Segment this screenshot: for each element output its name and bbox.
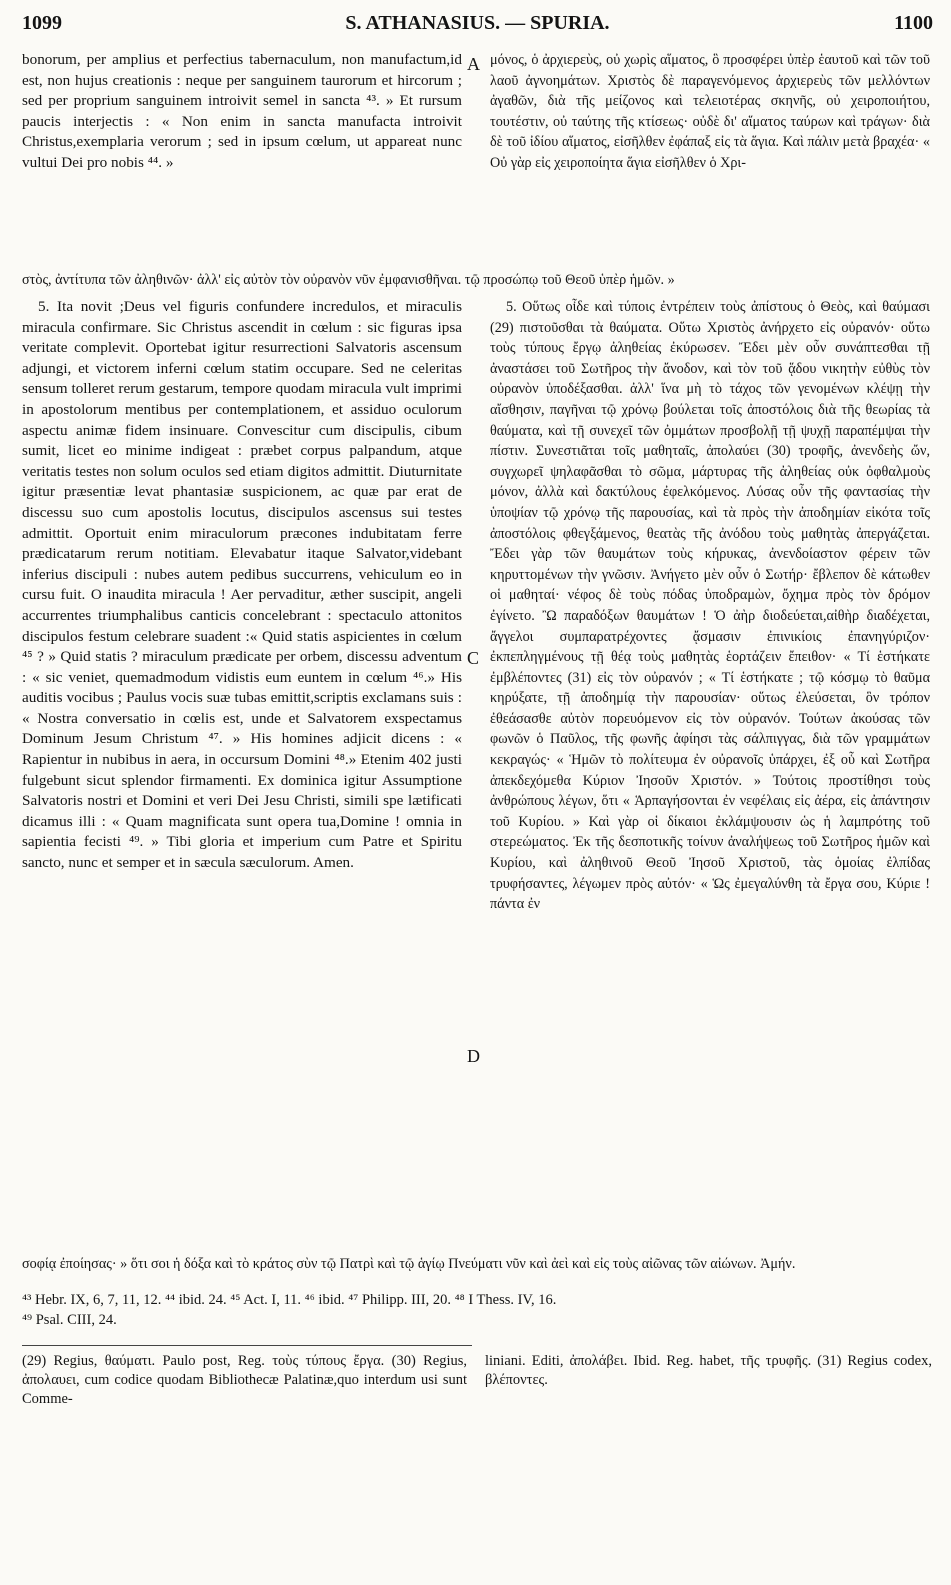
greek-continuation-top: στὸς, ἀντίτυπα τῶν ἀληθινῶν· ἀλλ' εἰς αὐτὸν τὸν οὐρανὸν νῦν ἐμφανισθῆναι. τῷ προσώπῳ τοῦ Θεοῦ ὑπὲρ ἡμῶν. » [22,272,675,289]
latin-column-top [22,50,462,174]
footnote-rule [22,1345,472,1346]
greek-column-main [490,297,930,915]
running-title: S. ATHANASIUS. — SPURIA. [345,12,610,34]
scripture-references [22,1290,932,1330]
greek-paragraph-top: μόνος, ὁ ἀρχιερεὺς, οὐ χωρὶς αἵματος, ὃ προσφέρει ὑπὲρ ἑαυτοῦ καὶ τῶν τοῦ λαοῦ ἀγνοημάτων. Χριστὸς δὲ παραγενόμενος ἀρχιερεὺς τῶν μελλόντων ἀγαθῶν, διὰ τῆς μείζονος καὶ τελειοτέρας σκηνῆς, οὐ χειροποιήτου, τουτέστιν, οὐ ταύτης τῆς κτίσεως· οὐδὲ δι' αἵματος ταύρων καὶ τράγων· διὰ δὲ τοῦ ἰδίου αἵματος, εἰσῆλθεν ἐφάπαξ εἰς τὰ ἅγια. Καὶ πάλιν μετὰ βραχέα· « Οὐ γὰρ εἰς χειροποίητα ἅγια εἰσῆλθεν ὁ Χρι- [490,52,930,171]
footnotes-right: liniani. Editi, ἀπολάβει. Ibid. Reg. habet, τῆς τρυφῆς. (31) Regius codex, βλέποντες. [485,1353,932,1388]
section-marker-a: A [467,54,480,74]
greek-paragraph-5: 5. Οὕτως οἶδε καὶ τύποις ἐντρέπειν τοὺς ἀπίστους ὁ Θεὸς, καὶ θαύμασι (29) πιστοῦσθαι τὰ θαύματα. Οὕτω Χριστὸς ἀνήρχετο εἰς οὐρανόν· οὕτω τοὺς τύπους ἔργῳ ἀληθείας ἐκύρωσεν. Ἔδει μὲν οὖν συνάπτεσθαι τῇ ἀναστάσει τοῦ Σωτῆρος τὴν ἄνοδον, καὶ τὸν τοῦ ᾅδου νικητὴν εὐθὺς τὸν οὐρανὸν ὑποδέξασθαι. ἀλλ' ἵνα μὴ τὸ τάχος τῶν γενομένων κλέψῃ τὴν αἴσθησιν, παγῆναι τῷ χρόνῳ βούλεται τοῖς ἀποστόλοις διὰ τῆς θεωρίας τὰ θαύματα, καὶ τῇ συνεχεῖ τῶν ὀμμάτων προσβολῇ τῇ ψυχῇ παραπέμψαι τὴν πίστιν. Συνεστιᾶται τοῖς μαθηταῖς, ἀπολαύει (30) τροφῆς, ἀνενδεὴς ὤν, συγχωρεῖ ψηλαφᾶσθαι τὸ σῶμα, μάρτυρας τῆς ἀληθείας οὐκ ὀφθαλμοὺς μόνον, ἀλλὰ καὶ δακτύλους ἐφελκόμενος. Λύσας οὖν τῆς φαντασίας τὴν ὑποψίαν τῷ χρόνῳ τῆς παρουσίας, καὶ τὰ πρὸς τὴν ἀποδημίαν εἰκότα τοῖς ἀποστόλοις φθεγξάμενος, θεατὰς τῆς ἀνόδου τοὺς μαθητὰς ἀπεργάζεται. Ἔδει γὰρ τῶν θαυμάτων τοὺς κήρυκας, ἀνενδοίαστον φέρειν τῶν κηρυττομένων τὴν γνῶσιν. Ἀνήγετο μὲν οὖν ὁ Σωτήρ· ἔβλεπον δὲ κάτωθεν οἱ μαθηταί· νέφος δὲ τοὺς πόδας ὑποδραμὼν, ὄχημα πρὸς τὸν δρόμον ἐγίνετο. Ὢ παραδόξων θαυμάτων ! Ὁ ἀὴρ διοδεύεται,αἰθὴρ διαδέχεται, ἄγγελοι συμπαρατρέχοντες ᾄσμασιν ἐπινικίοις ἐπανηγύριζον· ἐκπεπληγμένους τῇ θέᾳ τοὺς μαθητὰς ἑορτάζειν ἔπειθον· « Τί ἑστήκατε ἐμβλέποντες (31) εἰς τὸν οὐρανόν ; « Τί ἑστήκατε ; τῷ κόσμῳ τὸ θαῦμα κηρύξατε, τῇ ἀποδημίᾳ τὴν παρουσίαν· οὕτως ἐλεύσεται, ὃν τρόπον ἐθεάσασθε αὐτὸν πορευόμενον εἰς τὸν οὐρανόν. Τούτων ἀκούσας τῶν φωνῶν ὁ Παῦλος, τῆς φωνῆς ἀφίησι τὰς σάλπιγγας, διὰ τῶν γραμμάτων κεκραγώς· « Ἡμῶν τὸ πολίτευμα ἐν οὐρανοῖς ὑπάρχει, ἐξ οὗ καὶ Σωτῆρα ἀπεκδεχόμεθα Κύριον Ἰησοῦν Χριστόν. » Τούτοις προστίθησι τοὺς ἀνθρώπους λέγων, ὅτι « Ἁρπαγήσονται ἐν νεφέλαις εἰς ἀέρα, εἰς ἀπάντησιν τοῦ Κυρίου. » Καὶ γὰρ οἱ δίκαιοι ἐκλάμψουσιν ὡς ἡ λαμπρότης τοῦ στερεώματος. Ἐκ τῆς δεσποτικῆς τοίνυν ἀναλήψεως τοῦ Σωτῆρος ἡμῶν καὶ Κυρίου, καὶ ἀληθινοῦ Θεοῦ Ἰησοῦ Χριστοῦ, τὰς ὁμοίας ἐλπίδας τρυφήσαντες, λέγωμεν πρὸς αὐτόν· « Ὡς ἐμεγαλύνθη τὰ ἔργα σου, Κύριε ! πάντα ἐν [490,299,930,913]
page-number-right: 1100 [894,12,933,34]
latin-paragraph-top: bonorum, per amplius et perfectius tabernaculum, non manufactum,id est, non hujus creationis : neque per sanguinem taurorum et hircorum ; sed per proprium sanguinem introivit semel in sancta ⁴³. » Et rursum paucis interjectis : « Non enim in sancta manufacta introivit Christus,exemplaria verorum ; sed in ipsum cœlum, ut appareat nunc vultui Dei pro nobis ⁴⁴. » [22,51,462,171]
greek-column-top [490,50,930,174]
latin-paragraph-5: 5. Ita novit ;Deus vel figuris confundere incredulos, et miraculis miracula confirmare. Sic Christus ascendit in cœlum : sic figuras ipsa veritate complevit. Oportebat igitur resurrectioni Salvatoris ascensum adjungi, et victorem inferni cœlum statim occupare. Sed ne celeritas sensum tolleret rerum gestarum, tempore quodam miracula vult imprimi in apostolorum mentibus per contemplationem, et assiduo oculorum aspectu animæ fidem insinuare. Convescitur cum discipulis, cibum sumit, licet eo minime indigeat : præbet corpus palpandum, atque veritatis testes non solum oculos sed etiam digitos admittit. Diuturnitate igitur præsentiæ levat phantasiæ suspicionem, ac quæ par erat de discessu suo cum apostolis locutus, discipulos ascensus sui testes admittit. Oportuit enim miraculorum præcones indubitatam ferre prædicatarum rerum notitiam. Elevabatur itaque Salvator,videbant inferius discipuli : nubes autem pedibus succurrens, vehiculum eo in cursu fuit. O inaudita miracula ! Aer pervaditur, æther suscipit, angeli accurrentes triumphalibus canticis concelebrant : spectaculo attonitos discipulos festum celebrare suadent :« Quid statis aspicientes in cœlum ⁴⁵ ? » Quid statis ? miraculum prædicate per orbem, discessu adventum : « sic veniet, quemadmodum vidistis eum euntem in cœlum ⁴⁶.» His auditis vocibus ; Paulus vocis suæ tubas emittit,scriptis exclamans suis : « Nostra conversatio in cœlis est, unde et Salvatorem exspectamus Dominum Jesum Christum ⁴⁷. » His homines adjicit dicens : « Rapientur in nubibus in aera, in occursum Domini ⁴⁸.» Etenim 402 justi fulgebunt sicut splendor firmamenti. Ex dominica igitur Assumptione Salvatoris nostri et Domini et veri Dei Jesu Christi, simili spe lætificati dicamus illi : « Quam magnificata sunt opera tua,Domine ! omnia in sapientia fecisti ⁴⁹. » Tibi gloria et imperium cum Patre et Spiritu sancto, nunc et semper et in sæcula sæculorum. Amen. [22,298,462,872]
greek-full-width-end [22,1240,932,1289]
scripture-references-line-1: ⁴³ Hebr. IX, 6, 7, 11, 12. ⁴⁴ ibid. 24. ⁴⁵ Act. I, 11. ⁴⁶ ibid. ⁴⁷ Philipp. III, 20. ⁴⁸ I Thess. IV, 16. [22,1292,557,1308]
running-header [22,12,933,42]
scripture-references-line-2: ⁴⁹ Psal. CIII, 24. [22,1312,117,1328]
latin-column-main [22,297,462,874]
footnotes-left: (29) Regius, θαύματι. Paulo post, Reg. τοὺς τύπους ἔργα. (30) Regius, ἀπολαυει, cum codice quodam Bibliothecæ Palatinæ,quo interdum usi sunt Comme- [22,1353,467,1407]
section-marker-c: C [467,648,480,668]
section-marker-d: D [467,1046,480,1066]
page-number-left: 1099 [22,12,62,34]
greek-continuation-end: σοφίᾳ ἐποίησας· » ὅτι σοι ἡ δόξα καὶ τὸ κράτος σὺν τῷ Πατρὶ καὶ τῷ ἁγίῳ Πνεύματι νῦν καὶ ἀεὶ καὶ εἰς τοὺς αἰῶνας τῶν αἰώνων. Ἀμήν. [22,1256,796,1273]
